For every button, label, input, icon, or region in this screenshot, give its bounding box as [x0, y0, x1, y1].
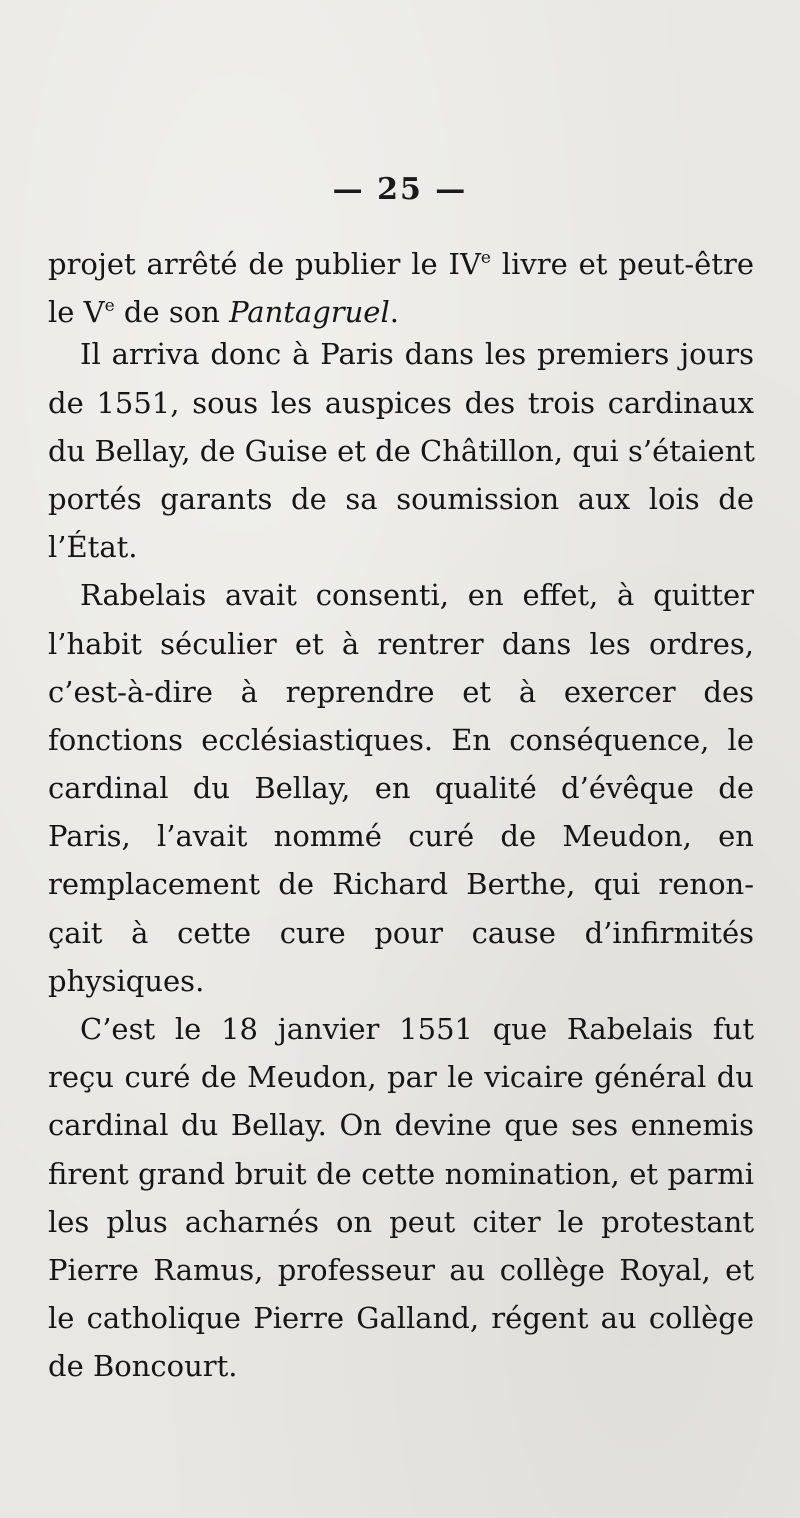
body-text [48, 234, 754, 1391]
text-line: cardinal du Bellay, en qualité d’évêque de [48, 771, 754, 806]
text-line: Pierre Ramus, professeur au collège Royal, et [48, 1252, 754, 1287]
line-segment: de son [114, 295, 230, 330]
text-line: portés garants de sa soumission aux lois de [48, 481, 754, 516]
text-line: C’est le 18 janvier 1551 que Rabelais fut [80, 1012, 754, 1046]
text-line: les plus acharnés on peut citer le protestant [48, 1204, 754, 1239]
text-line: le catholique Pierre Galland, régent au collège [48, 1301, 754, 1336]
text-line: çait à cette cure pour cause d’infirmités [48, 915, 754, 950]
book-title: Pantagruel [229, 295, 390, 330]
text-line [48, 234, 754, 282]
text-line: de Boncourt. [48, 1349, 238, 1384]
text-line: physiques. [48, 963, 205, 998]
text-line: Rabelais avait consenti, en effet, à quitter [80, 578, 754, 613]
text-line: firent grand bruit de cette nomination, et parmi [48, 1156, 754, 1191]
text-line: fonctions ecclésiastiques. En conséquence, le [48, 722, 754, 757]
superscript: e [480, 248, 491, 268]
superscript: e [104, 296, 115, 317]
text-line: Paris, l’avait nommé curé de Meudon, en [48, 819, 754, 854]
text-line: l’État. [48, 530, 138, 565]
line-segment: le V [48, 295, 105, 330]
line-segment: . [389, 295, 399, 330]
text-line: c’est-à-dire à reprendre et à exercer des [48, 674, 754, 709]
text-line: remplacement de Richard Berthe, qui renon- [48, 867, 754, 902]
text-line: reçu curé de Meudon, par le vicaire général du [48, 1060, 754, 1095]
text-line: cardinal du Bellay. On devine que ses ennemis [48, 1108, 754, 1143]
text-line: du Bellay, de Guise et de Châtillon, qui s’étaient [48, 433, 755, 468]
line-segment: projet arrêté de publier le IV [48, 247, 481, 281]
text-line: Il arriva donc à Paris dans les premiers jours [80, 337, 754, 372]
line-segment: livre et peut-être [490, 247, 754, 281]
text-line [48, 282, 754, 330]
page-number: — 25 — [332, 172, 468, 207]
text-line: de 1551, sous les auspices des trois cardinaux [48, 385, 754, 420]
text-line: l’habit séculier et à rentrer dans les ordres, [48, 626, 754, 661]
